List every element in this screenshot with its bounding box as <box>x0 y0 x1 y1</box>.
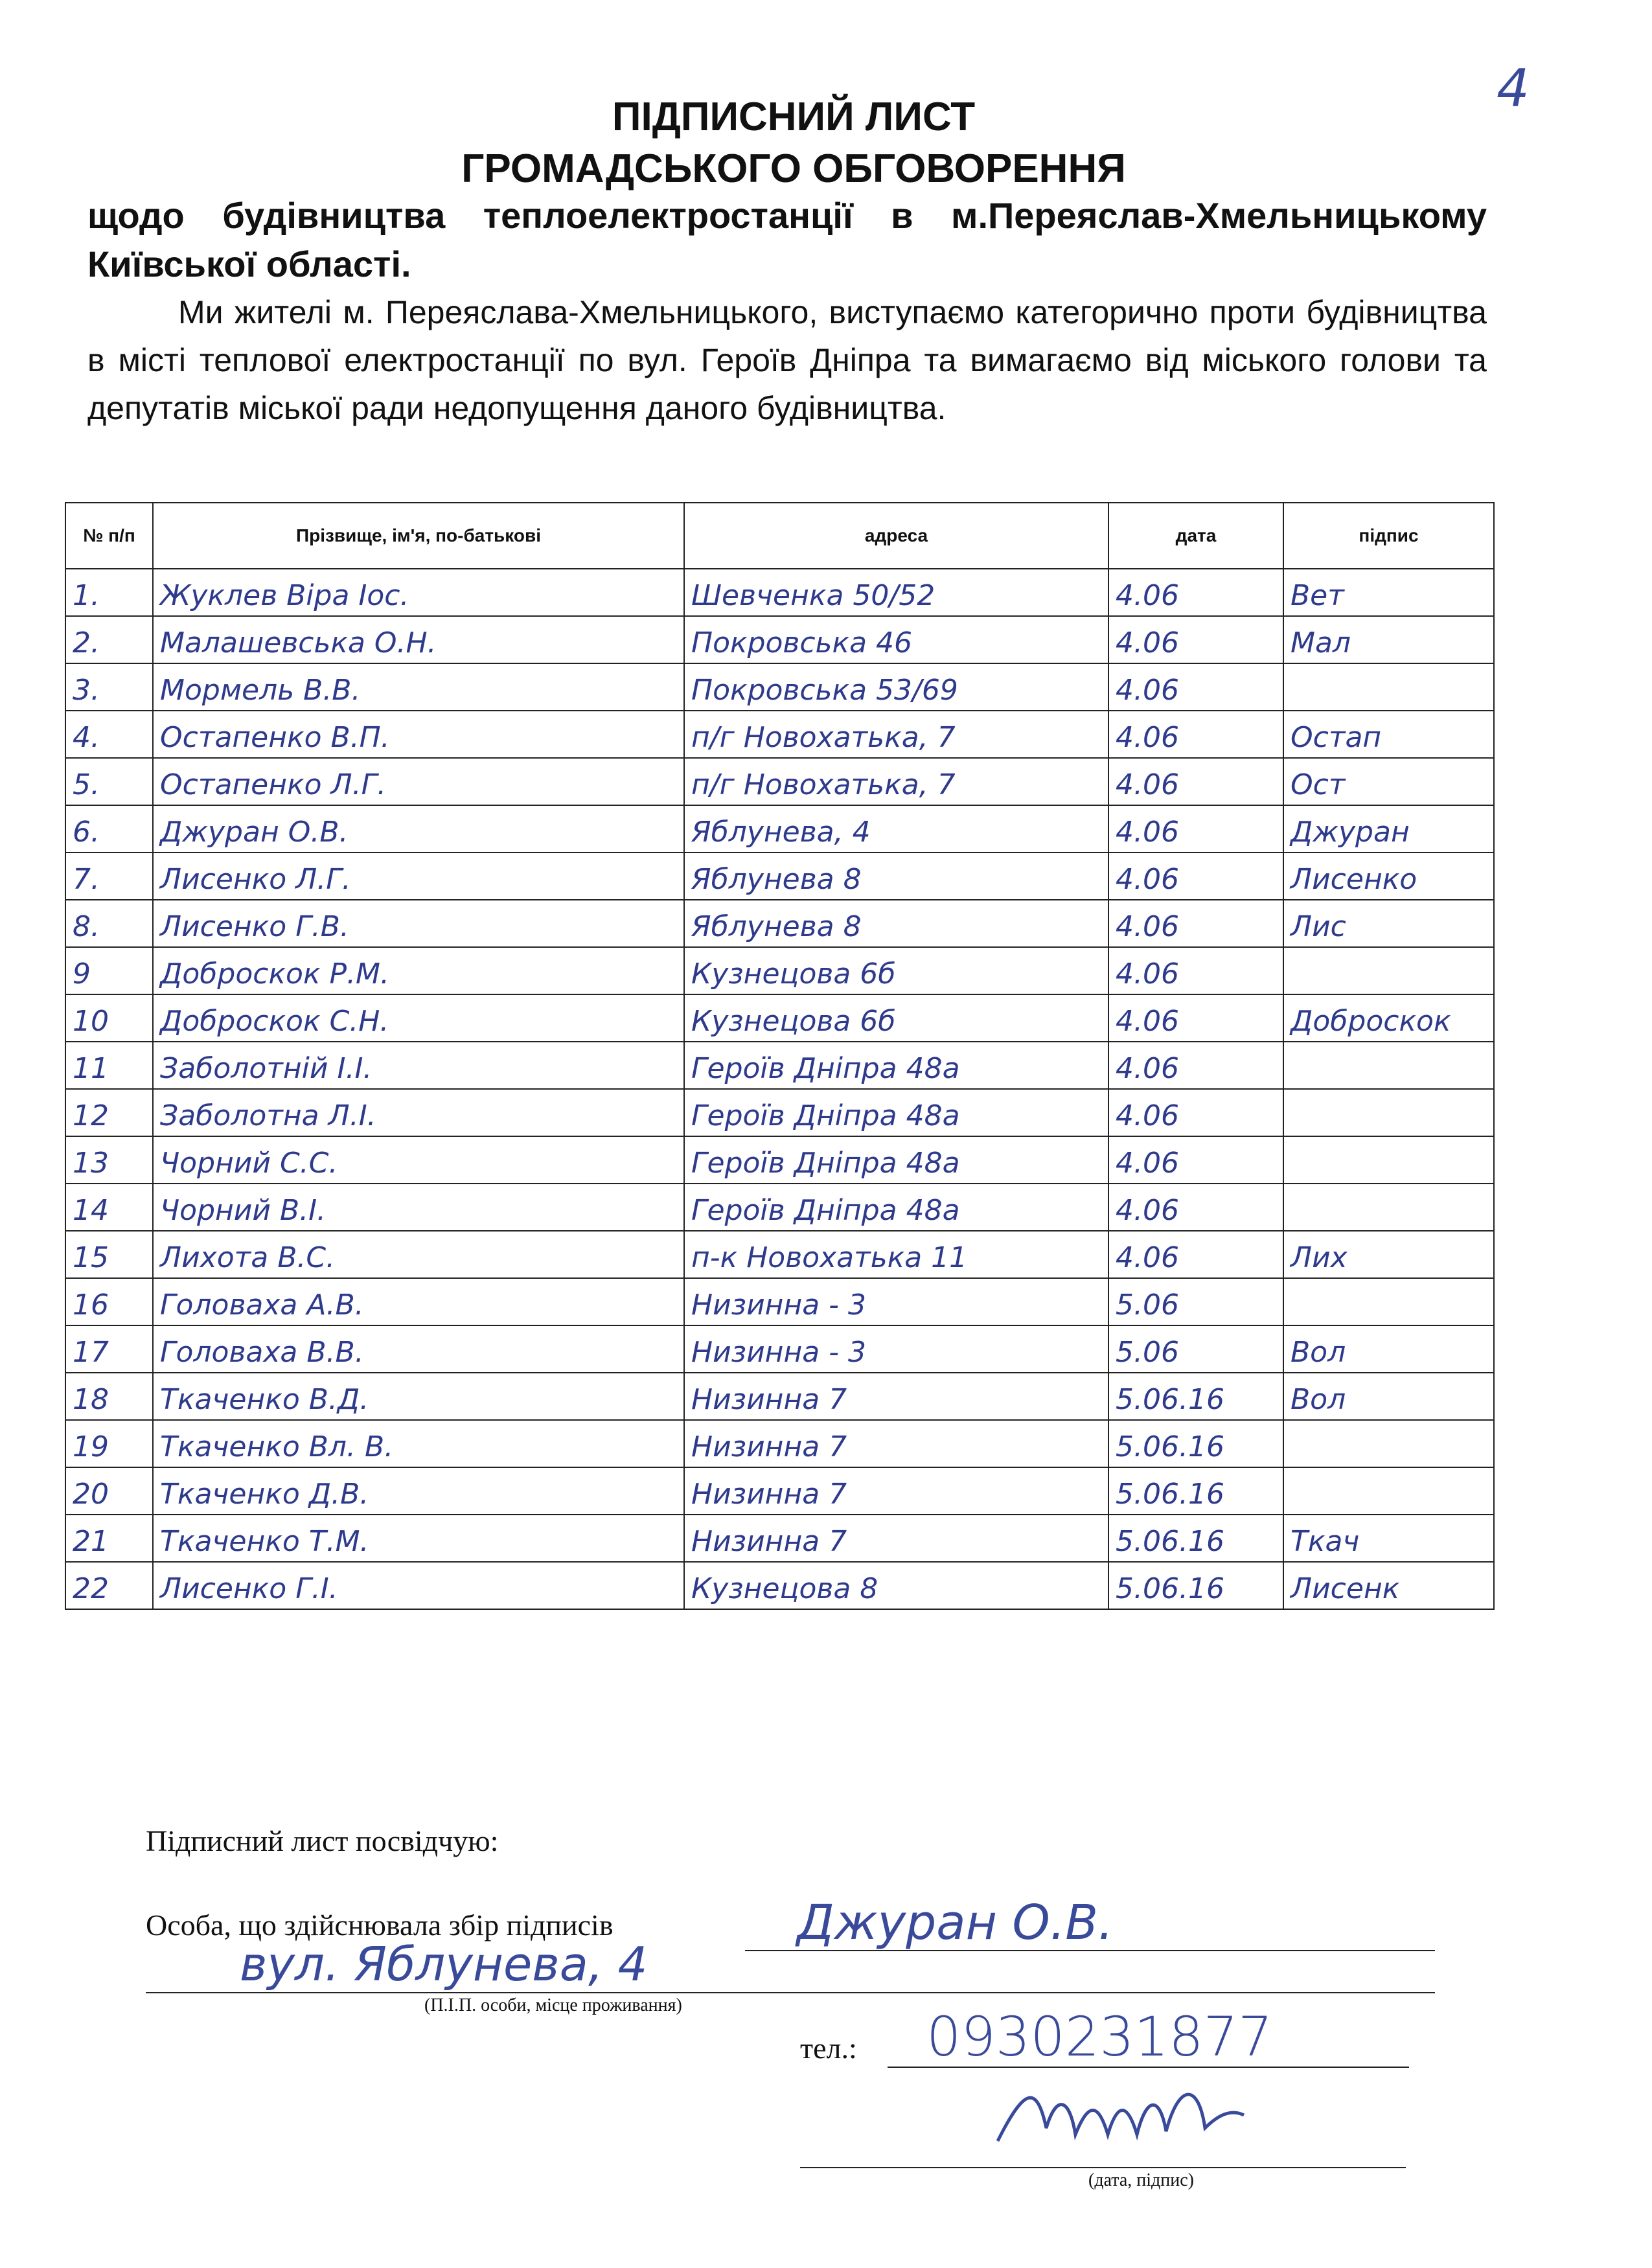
row-signature <box>1283 1089 1494 1136</box>
row-date: 5.06.16 <box>1108 1467 1283 1515</box>
row-date: 4.06 <box>1108 1231 1283 1278</box>
header-num: № п/п <box>65 503 153 569</box>
row-signature: Джуран <box>1283 805 1494 853</box>
header-name: Прізвище, ім'я, по-батькові <box>153 503 684 569</box>
row-address: Героїв Дніпра 48а <box>684 1042 1108 1089</box>
row-name: Лисенко Л.Г. <box>153 853 684 900</box>
row-num: 11 <box>65 1042 153 1089</box>
row-name: Лисенко Г.В. <box>153 900 684 947</box>
row-address: Яблунева, 4 <box>684 805 1108 853</box>
row-signature <box>1283 1278 1494 1325</box>
row-address: Кузнецова 8 <box>684 1562 1108 1609</box>
table-row <box>65 711 1494 758</box>
row-address: Низинна 7 <box>684 1515 1108 1562</box>
document-title: ПІДПИСНИЙ ЛИСТ <box>612 95 976 139</box>
row-address: Кузнецова 6б <box>684 994 1108 1042</box>
caption-date: (дата, підпис) <box>1088 2170 1195 2190</box>
table-row <box>65 994 1494 1042</box>
row-signature: Лис <box>1283 900 1494 947</box>
row-signature: Вол <box>1283 1325 1494 1373</box>
row-address: Героїв Дніпра 48а <box>684 1089 1108 1136</box>
table-row <box>65 947 1494 994</box>
row-date: 4.06 <box>1108 947 1283 994</box>
row-address: п/г Новохатька, 7 <box>684 758 1108 805</box>
row-date: 5.06.16 <box>1108 1420 1283 1467</box>
row-address: Яблунева 8 <box>684 900 1108 947</box>
header-date: дата <box>1108 503 1283 569</box>
row-signature: Вол <box>1283 1373 1494 1420</box>
row-address: Покровська 46 <box>684 616 1108 663</box>
row-address: п/г Новохатька, 7 <box>684 711 1108 758</box>
table-row <box>65 758 1494 805</box>
row-num: 17 <box>65 1325 153 1373</box>
row-name: Мормель В.В. <box>153 663 684 711</box>
row-signature: Остап <box>1283 711 1494 758</box>
row-name: Малашевська О.Н. <box>153 616 684 663</box>
page-number: 4 <box>1497 58 1530 119</box>
table-row <box>65 663 1494 711</box>
row-name: Ткаченко Д.В. <box>153 1467 684 1515</box>
row-num: 10 <box>65 994 153 1042</box>
table-row <box>65 1184 1494 1231</box>
row-num: 15 <box>65 1231 153 1278</box>
table-row <box>65 853 1494 900</box>
row-signature <box>1283 947 1494 994</box>
row-num: 9 <box>65 947 153 994</box>
row-date: 4.06 <box>1108 1042 1283 1089</box>
table-row <box>65 1562 1494 1609</box>
row-name: Лисенко Г.І. <box>153 1562 684 1609</box>
row-num: 14 <box>65 1184 153 1231</box>
intro-paragraph: Ми жителі м. Переяслава-Хмельницького, виступаємо категорично проти будівництва в місті теплової електростанції по вул. Героїв Дніпра та вимагаємо від міського голови та депутатів міської ради недопущення даного будівництва. <box>87 294 1487 426</box>
row-address: Героїв Дніпра 48а <box>684 1184 1108 1231</box>
header-address: адреса <box>684 503 1108 569</box>
row-signature <box>1283 1042 1494 1089</box>
row-address: Низинна - 3 <box>684 1325 1108 1373</box>
row-name: Остапенко В.П. <box>153 711 684 758</box>
row-num: 6. <box>65 805 153 853</box>
table-row <box>65 1420 1494 1467</box>
row-num: 20 <box>65 1467 153 1515</box>
row-num: 7. <box>65 853 153 900</box>
table-row <box>65 1515 1494 1562</box>
row-num: 3. <box>65 663 153 711</box>
row-date: 4.06 <box>1108 1184 1283 1231</box>
row-date: 5.06.16 <box>1108 1373 1283 1420</box>
row-num: 2. <box>65 616 153 663</box>
row-date: 4.06 <box>1108 805 1283 853</box>
row-signature: Ост <box>1283 758 1494 805</box>
row-num: 16 <box>65 1278 153 1325</box>
row-name: Заболотній І.І. <box>153 1042 684 1089</box>
row-address: Низинна 7 <box>684 1373 1108 1420</box>
row-date: 5.06.16 <box>1108 1562 1283 1609</box>
table-row <box>65 1373 1494 1420</box>
table-row <box>65 805 1494 853</box>
row-num: 12 <box>65 1089 153 1136</box>
phone-label: тел.: <box>800 2032 857 2065</box>
row-num: 13 <box>65 1136 153 1184</box>
row-address: Низинна - 3 <box>684 1278 1108 1325</box>
row-signature: Мал <box>1283 616 1494 663</box>
row-signature: Доброскок <box>1283 994 1494 1042</box>
table-row <box>65 616 1494 663</box>
row-signature <box>1283 1420 1494 1467</box>
row-address: Героїв Дніпра 48а <box>684 1136 1108 1184</box>
document-title-line2: ГРОМАДСЬКОГО ОБГОВОРЕННЯ <box>461 146 1126 191</box>
date-signature-line <box>800 2167 1406 2168</box>
row-date: 4.06 <box>1108 900 1283 947</box>
row-signature: Ткач <box>1283 1515 1494 1562</box>
row-date: 4.06 <box>1108 569 1283 616</box>
row-address: Шевченка 50/52 <box>684 569 1108 616</box>
row-date: 5.06 <box>1108 1278 1283 1325</box>
row-address: Низинна 7 <box>684 1420 1108 1467</box>
table-row <box>65 1042 1494 1089</box>
row-num: 8. <box>65 900 153 947</box>
row-date: 4.06 <box>1108 853 1283 900</box>
table-row <box>65 569 1494 616</box>
row-name: Доброскок С.Н. <box>153 994 684 1042</box>
row-name: Лихота В.С. <box>153 1231 684 1278</box>
collector-label: Особа, що здійснювала збір підписів <box>146 1908 614 1942</box>
row-signature <box>1283 1136 1494 1184</box>
caption-person: (П.І.П. особи, місце проживання) <box>424 1995 682 2015</box>
document-subtitle-line2: Київської області. <box>87 244 411 284</box>
row-name: Жуклев Віра Іос. <box>153 569 684 616</box>
row-num: 21 <box>65 1515 153 1562</box>
row-name: Доброскок Р.М. <box>153 947 684 994</box>
signature-table <box>65 502 1495 1610</box>
row-signature: Лисенко <box>1283 853 1494 900</box>
table-row <box>65 1136 1494 1184</box>
row-name: Остапенко Л.Г. <box>153 758 684 805</box>
row-signature <box>1283 1467 1494 1515</box>
row-num: 18 <box>65 1373 153 1420</box>
row-address: п-к Новохатька 11 <box>684 1231 1108 1278</box>
collector-address-line <box>146 1992 1435 1993</box>
row-name: Чорний В.І. <box>153 1184 684 1231</box>
row-address: Кузнецова 6б <box>684 947 1108 994</box>
row-num: 22 <box>65 1562 153 1609</box>
table-row <box>65 1325 1494 1373</box>
row-date: 4.06 <box>1108 758 1283 805</box>
row-signature: Лисенк <box>1283 1562 1494 1609</box>
document-subtitle: щодо будівництва теплоелектростанції в м.Переяслав-Хмельницькому <box>87 195 1487 236</box>
row-signature <box>1283 663 1494 711</box>
row-date: 5.06.16 <box>1108 1515 1283 1562</box>
row-name: Ткаченко Вл. В. <box>153 1420 684 1467</box>
row-name: Ткаченко В.Д. <box>153 1373 684 1420</box>
row-num: 4. <box>65 711 153 758</box>
row-num: 1. <box>65 569 153 616</box>
row-address: Низинна 7 <box>684 1467 1108 1515</box>
row-date: 4.06 <box>1108 663 1283 711</box>
row-name: Джуран О.В. <box>153 805 684 853</box>
row-name: Ткаченко Т.М. <box>153 1515 684 1562</box>
row-signature: Вет <box>1283 569 1494 616</box>
certify-label: Підписний лист посвідчую: <box>146 1824 499 1857</box>
collector-address: вул. Яблунева, 4 <box>240 1937 648 1991</box>
collector-name: Джуран О.В. <box>797 1895 1114 1951</box>
row-name: Головаха В.В. <box>153 1325 684 1373</box>
row-name: Чорний С.С. <box>153 1136 684 1184</box>
table-row <box>65 1089 1494 1136</box>
row-date: 4.06 <box>1108 994 1283 1042</box>
row-name: Заболотна Л.І. <box>153 1089 684 1136</box>
row-address: Яблунева 8 <box>684 853 1108 900</box>
row-date: 4.06 <box>1108 616 1283 663</box>
row-num: 19 <box>65 1420 153 1467</box>
header-signature: підпис <box>1283 503 1494 569</box>
row-num: 5. <box>65 758 153 805</box>
row-address: Покровська 53/69 <box>684 663 1108 711</box>
row-date: 4.06 <box>1108 711 1283 758</box>
row-date: 5.06 <box>1108 1325 1283 1373</box>
row-signature <box>1283 1184 1494 1231</box>
collector-signature-icon <box>985 2070 1257 2160</box>
table-row <box>65 1231 1494 1278</box>
row-signature: Лих <box>1283 1231 1494 1278</box>
row-date: 4.06 <box>1108 1089 1283 1136</box>
table-row <box>65 1467 1494 1515</box>
table-row <box>65 1278 1494 1325</box>
row-date: 4.06 <box>1108 1136 1283 1184</box>
table-header-row <box>65 503 1494 569</box>
row-name: Головаха А.В. <box>153 1278 684 1325</box>
phone-value: 0930231877 <box>926 2005 1273 2068</box>
table-row <box>65 900 1494 947</box>
